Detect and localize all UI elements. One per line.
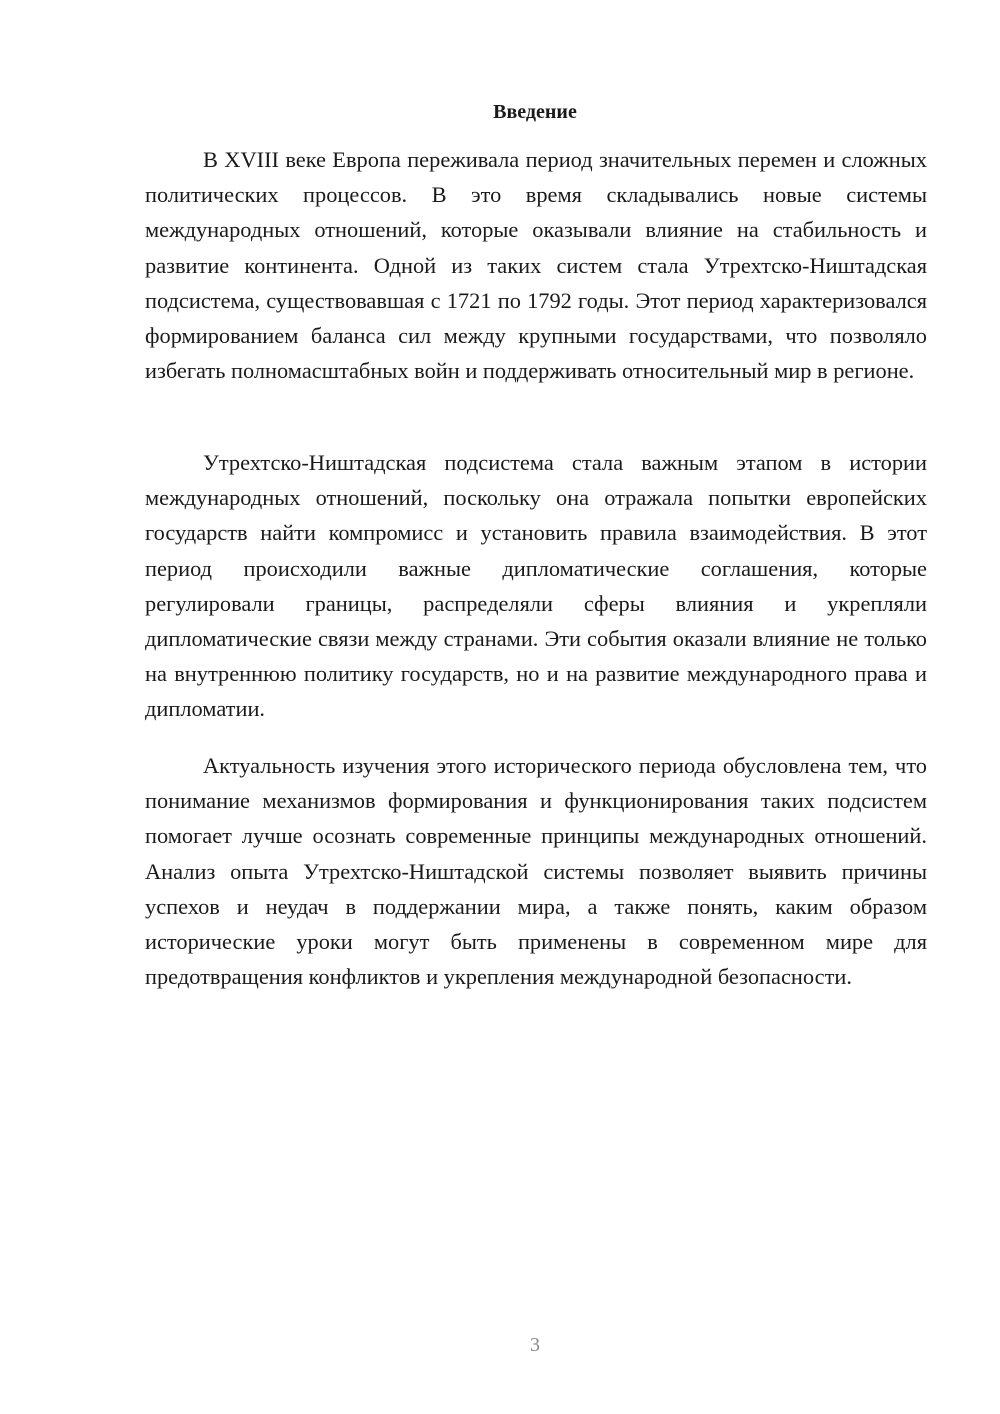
page-number: 3	[530, 1334, 540, 1356]
section-title: Введение	[493, 101, 577, 123]
paragraph-3: Актуальность изучения этого исторического периода обусловлена тем, что понимание механизмов формирования и функционирования таких подсистем помогает лучше осознать современные принципы международных отношений. Анализ опыта Утрехтско-Ништадской системы позволяет выявить причины успехов и неудач в поддержании мира, а также понять, каким образом исторические уроки могут быть применены в современном мире для предотвращения конфликтов и укрепления международной безопасности.	[145, 753, 927, 990]
paragraph-2: Утрехтско-Ништадская подсистема стала важным этапом в истории международных отношений, поскольку она отражала попытки европейских государств найти компромисс и установить правила взаимодействия. В этот период происходили важные дипломатические соглашения, которые регулировали границы, распределяли сферы влияния и укрепляли дипломатические связи между странами. Эти события оказали влияние не только на внутреннюю политику государств, но и на развитие международного права и дипломатии.	[145, 450, 927, 722]
paragraph-1: В XVIII веке Европа переживала период значительных перемен и сложных политических процессов. В это время складывались новые системы международных отношений, которые оказывали влияние на стабильность и развитие континента. Одной из таких систем стала Утрехтско-Ништадская подсистема, существовавшая с 1721 по 1792 годы. Этот период характеризовался формированием баланса сил между крупными государствами, что позволяло избегать полномасштабных войн и поддерживать относительный мир в регионе.	[145, 147, 927, 384]
